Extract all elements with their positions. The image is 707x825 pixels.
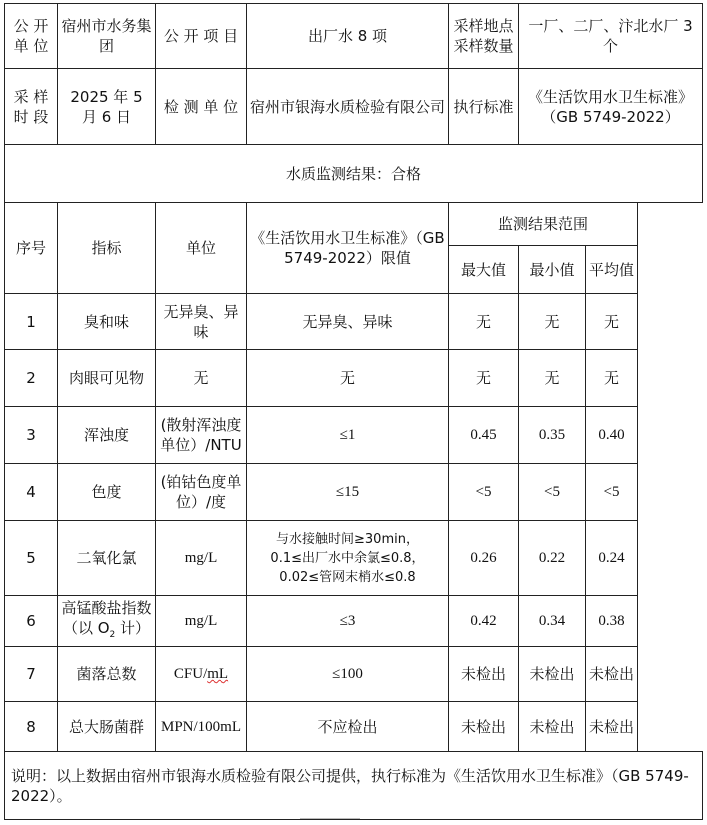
sampling-sites-value: 一厂、二厂、汴北水厂 3 个 — [519, 4, 703, 69]
limit-line: 0.02≤管网末梢水≤0.8 — [279, 569, 416, 585]
row-unit: mg/L — [156, 521, 247, 596]
row-min: 0.35 — [519, 407, 586, 464]
row-indicator: 浑浊度 — [58, 407, 156, 464]
footnote: 说明：以上数据由宿州市银海水质检验有限公司提供，执行标准为《生活饮用水卫生标准》（GB 5749-2022）。 — [5, 752, 703, 820]
row-limit: ≤3 — [247, 596, 449, 647]
row-avg: 0.24 — [586, 521, 638, 596]
row-min: 无 — [519, 294, 586, 350]
row-max: 0.45 — [449, 407, 519, 464]
row-indicator: 菌落总数 — [58, 647, 156, 702]
table-row — [5, 596, 703, 647]
row-limit: 不应检出 — [247, 702, 449, 752]
row-seq: 4 — [5, 464, 58, 521]
row-unit: mg/L — [156, 596, 247, 647]
row-seq: 5 — [5, 521, 58, 596]
table-row — [5, 350, 703, 407]
row-max: 无 — [449, 350, 519, 407]
table-row — [5, 407, 703, 464]
period-value: 2025 年 5 月 6 日 — [58, 69, 156, 145]
row-indicator: 二氧化氯 — [58, 521, 156, 596]
water-quality-table — [4, 3, 703, 820]
unit-pre: CFU/ — [173, 666, 208, 682]
row-seq: 7 — [5, 647, 58, 702]
col-limit: 《生活饮用水卫生标准》（GB 5749-2022）限值 — [247, 203, 449, 294]
header-row-1 — [5, 4, 703, 69]
row-max: 未检出 — [449, 702, 519, 752]
row-unit: 无异臭、异味 — [156, 294, 247, 350]
row-min: 未检出 — [519, 647, 586, 702]
row-avg: 无 — [586, 294, 638, 350]
table-row — [5, 294, 703, 350]
column-header-row-1 — [5, 203, 703, 246]
row-max: 未检出 — [449, 647, 519, 702]
row-indicator: 臭和味 — [58, 294, 156, 350]
row-min: 未检出 — [519, 702, 586, 752]
header-row-2 — [5, 69, 703, 145]
col-indicator: 指标 — [58, 203, 156, 294]
col-max: 最大值 — [449, 246, 519, 294]
note-row — [5, 752, 703, 820]
row-limit: ≤15 — [247, 464, 449, 521]
label-standard: 执行标准 — [449, 69, 519, 145]
result-summary: 水质监测结果：合格 — [5, 145, 703, 203]
row-max: 0.26 — [449, 521, 519, 596]
unit-mark: mL — [207, 666, 229, 682]
indicator-note-sub: 2 — [109, 629, 116, 640]
row-seq: 8 — [5, 702, 58, 752]
row-max: 无 — [449, 294, 519, 350]
label-item: 公 开 项 目 — [156, 4, 247, 69]
lab-value: 宿州市银海水质检验有限公司 — [247, 69, 449, 145]
row-indicator: 肉眼可见物 — [58, 350, 156, 407]
divider — [300, 818, 360, 819]
row-avg: 0.40 — [586, 407, 638, 464]
col-unit: 单位 — [156, 203, 247, 294]
table-row — [5, 521, 703, 596]
item-value: 出厂水 8 项 — [247, 4, 449, 69]
row-avg: <5 — [586, 464, 638, 521]
row-limit: ≤1 — [247, 407, 449, 464]
col-min: 最小值 — [519, 246, 586, 294]
row-max: <5 — [449, 464, 519, 521]
limit-line: 0.1≤出厂水中余氯≤0.8， — [270, 550, 425, 566]
row-seq: 2 — [5, 350, 58, 407]
row-avg: 未检出 — [586, 647, 638, 702]
indicator-note-post: 计） — [115, 618, 151, 637]
label-lab: 检 测 单 位 — [156, 69, 247, 145]
table-row — [5, 702, 703, 752]
summary-row — [5, 145, 703, 203]
row-min: <5 — [519, 464, 586, 521]
row-indicator — [58, 596, 156, 647]
label-sampling-sites: 采样地点采样数量 — [449, 4, 519, 69]
indicator-main: 高锰酸盐指数 — [61, 598, 152, 617]
row-avg: 未检出 — [586, 702, 638, 752]
row-max: 0.42 — [449, 596, 519, 647]
label-period: 采 样 时 段 — [5, 69, 58, 145]
row-unit: (铂钴色度单位）/度 — [156, 464, 247, 521]
row-avg: 无 — [586, 350, 638, 407]
col-seq: 序号 — [5, 203, 58, 294]
row-indicator: 色度 — [58, 464, 156, 521]
row-min: 无 — [519, 350, 586, 407]
row-limit — [247, 521, 449, 596]
row-unit: 无 — [156, 350, 247, 407]
row-indicator: 总大肠菌群 — [58, 702, 156, 752]
col-avg: 平均值 — [586, 246, 638, 294]
col-range: 监测结果范围 — [449, 203, 638, 246]
row-limit: 无 — [247, 350, 449, 407]
row-unit — [156, 647, 247, 702]
indicator-note-pre: （以 O — [62, 618, 110, 637]
row-min: 0.22 — [519, 521, 586, 596]
row-seq: 6 — [5, 596, 58, 647]
row-limit: 无异臭、异味 — [247, 294, 449, 350]
table-row — [5, 464, 703, 521]
standard-value: 《生活饮用水卫生标准》（GB 5749-2022） — [519, 69, 703, 145]
table-row — [5, 647, 703, 702]
row-unit: MPN/100mL — [156, 702, 247, 752]
row-seq: 3 — [5, 407, 58, 464]
row-avg: 0.38 — [586, 596, 638, 647]
row-min: 0.34 — [519, 596, 586, 647]
publisher-value: 宿州市水务集团 — [58, 4, 156, 69]
row-seq: 1 — [5, 294, 58, 350]
row-limit: ≤100 — [247, 647, 449, 702]
label-publisher: 公 开 单 位 — [5, 4, 58, 69]
limit-line: 与水接触时间≥30min， — [276, 531, 419, 547]
indicator-note — [61, 618, 152, 645]
row-unit: (散射浑浊度单位）/NTU — [156, 407, 247, 464]
